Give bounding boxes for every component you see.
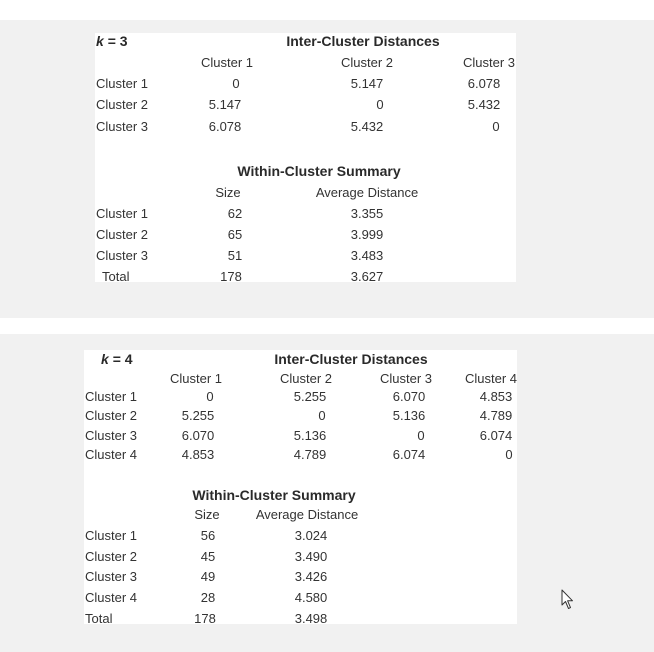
k3-inter-title: Inter-Cluster Distances (286, 33, 440, 49)
k4-within-size: 56 (200, 528, 216, 543)
k4-inter-row-label: Cluster 4 (85, 447, 138, 462)
k3-k-value: = 3 (107, 33, 128, 49)
k4-inter-row-label: Cluster 3 (85, 428, 138, 443)
mouse-pointer-icon (561, 589, 575, 611)
k4-inter-cell: 6.070 (181, 428, 215, 443)
k4-inter-col-header: Cluster 2 (279, 371, 333, 386)
k3-within-col-header: Size (215, 185, 241, 200)
k3-k-letter: k (96, 33, 104, 49)
k4-inter-cell: 6.070 (392, 389, 426, 404)
k3-inter-cell: 0 (376, 97, 384, 112)
k4-within-total-size: 178 (194, 611, 216, 626)
k3-within-total-avg: 3.627 (350, 269, 384, 284)
k3-within-avg: 3.355 (350, 206, 384, 221)
k3-inter-row-label: Cluster 2 (96, 97, 149, 112)
k4-inter-cell: 5.255 (293, 389, 327, 404)
k3-inter-cell: 6.078 (467, 76, 501, 91)
k3-within-row-label: Cluster 1 (96, 206, 149, 221)
k3-within-row-label: Cluster 2 (96, 227, 149, 242)
k4-inter-cell: 0 (318, 408, 326, 423)
k4-within-row-label: Cluster 1 (85, 528, 138, 543)
k3-inter-cell: 6.078 (208, 119, 242, 134)
k3-within-total-size: 178 (220, 269, 242, 284)
k4-within-col-header: Average Distance (255, 507, 359, 522)
k3-inter-cell: 5.147 (208, 97, 242, 112)
k4-inter-cell: 0 (206, 389, 214, 404)
k4-within-avg: 3.490 (294, 549, 328, 564)
k4-inter-cell: 0 (505, 447, 513, 462)
k4-inter-col-header: Cluster 1 (169, 371, 223, 386)
k4-within-total-label: Total (85, 611, 113, 626)
k4-inter-row-label: Cluster 1 (85, 389, 138, 404)
k4-within-avg: 3.024 (294, 528, 328, 543)
k3-inter-cell: 5.432 (467, 97, 501, 112)
k3-inter-cell: 0 (232, 76, 240, 91)
k3-inter-cell: 0 (492, 119, 500, 134)
k3-within-size: 62 (227, 206, 243, 221)
k4-inter-col-header: Cluster 4 (464, 371, 518, 386)
k3-inter-col-header: Cluster 3 (462, 55, 516, 70)
k4-within-row-label: Cluster 2 (85, 549, 138, 564)
k4-within-total-avg: 3.498 (294, 611, 328, 626)
k3-within-size: 51 (227, 248, 243, 263)
k4-k-letter: k (101, 351, 109, 367)
k3-inter-row-label: Cluster 1 (96, 76, 149, 91)
k4-inter-cell: 5.136 (392, 408, 426, 423)
k4-within-row-label: Cluster 3 (85, 569, 138, 584)
k4-inter-cell: 5.136 (293, 428, 327, 443)
k3-inter-cell: 5.432 (350, 119, 384, 134)
k4-within-title: Within-Cluster Summary (192, 487, 356, 503)
k4-inter-cell: 6.074 (392, 447, 426, 462)
k3-inter-row-label: Cluster 3 (96, 119, 149, 134)
k4-k-value: = 4 (112, 351, 133, 367)
k4-inter-cell: 0 (417, 428, 425, 443)
k4-within-size: 49 (200, 569, 216, 584)
k4-inter-row-label: Cluster 2 (85, 408, 138, 423)
k4-inter-title: Inter-Cluster Distances (274, 351, 428, 367)
k3-within-col-header: Average Distance (315, 185, 419, 200)
k4-within-size: 45 (200, 549, 216, 564)
k4-within-size: 28 (200, 590, 216, 605)
k3-within-avg: 3.483 (350, 248, 384, 263)
k3-inter-col-header: Cluster 2 (340, 55, 394, 70)
k4-within-col-header: Size (194, 507, 220, 522)
k4-within-row-label: Cluster 4 (85, 590, 138, 605)
k3-panel (95, 33, 516, 282)
k3-within-avg: 3.999 (350, 227, 384, 242)
k3-within-size: 65 (227, 227, 243, 242)
k3-inter-col-header: Cluster 1 (200, 55, 254, 70)
k4-inter-cell: 6.074 (479, 428, 513, 443)
k4-inter-cell: 4.789 (293, 447, 327, 462)
k3-within-total-label: Total (102, 269, 130, 284)
k3-within-title: Within-Cluster Summary (237, 163, 401, 179)
k4-inter-cell: 4.853 (181, 447, 215, 462)
k4-inter-cell: 4.789 (479, 408, 513, 423)
k4-within-avg: 4.580 (294, 590, 328, 605)
k4-k-label (101, 351, 133, 367)
k3-within-row-label: Cluster 3 (96, 248, 149, 263)
k4-within-avg: 3.426 (294, 569, 328, 584)
k3-inter-cell: 5.147 (350, 76, 384, 91)
k3-k-label (96, 33, 128, 49)
k4-inter-cell: 5.255 (181, 408, 215, 423)
k4-inter-col-header: Cluster 3 (379, 371, 433, 386)
k4-inter-cell: 4.853 (479, 389, 513, 404)
